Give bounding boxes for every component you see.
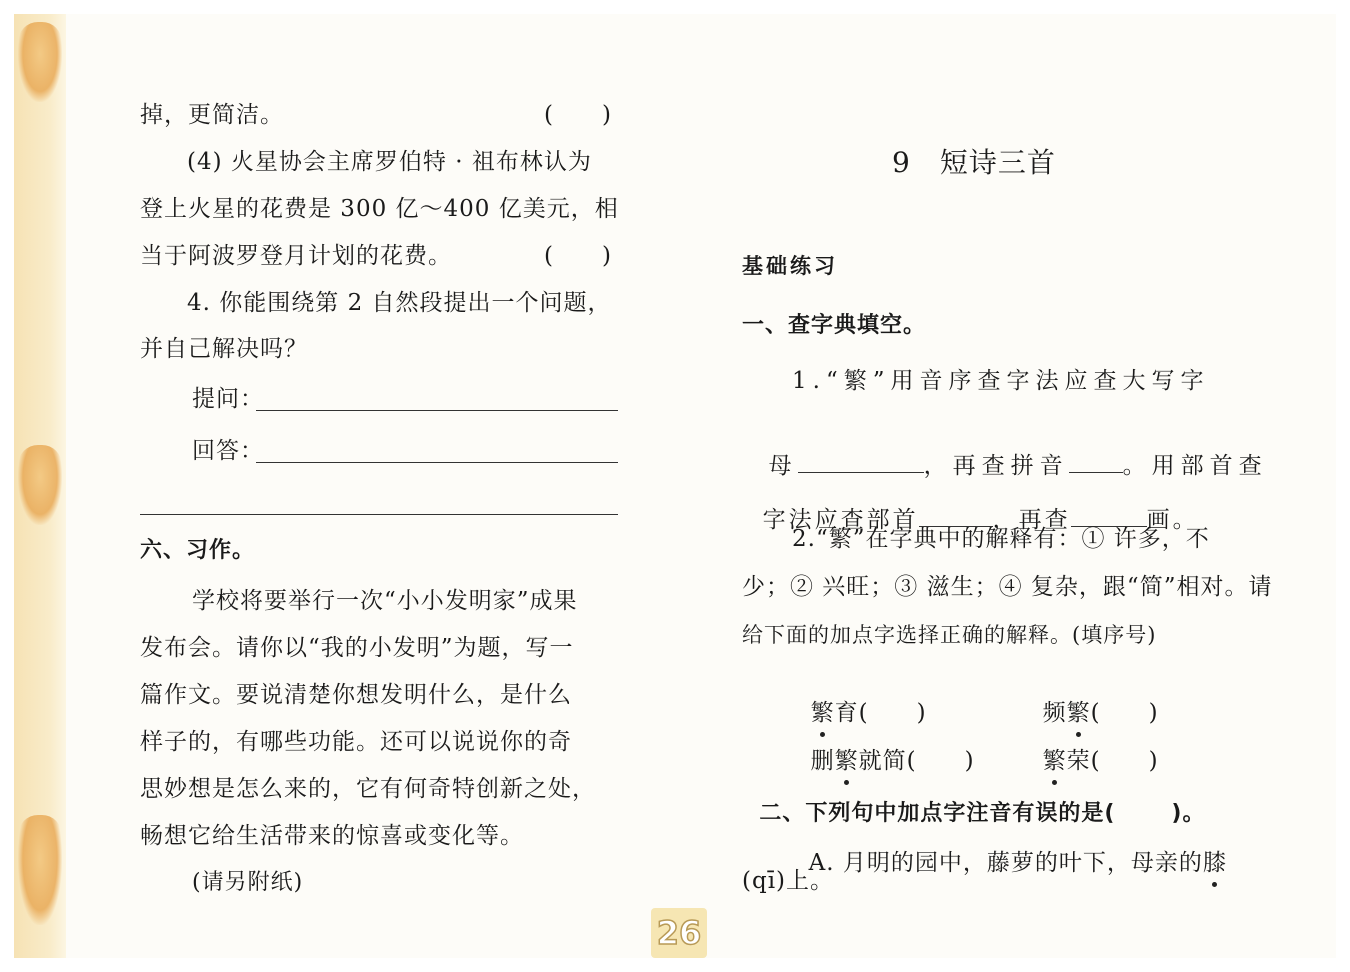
word-fanrong-post: 荣( ) [1066, 748, 1159, 774]
option-a-text: A. 月明的园中，藤萝的叶下，母亲的 [808, 850, 1203, 876]
attach-paper-note: (请另附纸) [192, 870, 304, 895]
essay-line-4: 样子的，有哪些功能。还可以说说你的奇 [140, 729, 572, 755]
left-line-2: (4) 火星协会主席罗伯特 · 祖布林认为 [187, 149, 592, 175]
blank-capital-letter[interactable] [798, 452, 924, 473]
word-fanyu-dotted-char: 繁 [810, 700, 835, 726]
option-a-line-2: (qī)上。 [742, 868, 835, 894]
section-6-heading: 六、习作。 [140, 538, 256, 563]
word-pinfan-post: ( ) [1090, 700, 1159, 726]
essay-line-5: 思妙想是怎么来的，它有何奇特创新之处， [140, 776, 596, 802]
q1-line-3-b: ，再查 [992, 507, 1071, 533]
word-shanfan-pre: 删 [810, 748, 835, 774]
essay-line-6: 畅想它给生活带来的惊喜或变化等。 [140, 823, 524, 849]
section-2-text: 二、下列句中加点字注音有误的是( [759, 801, 1116, 826]
word-fanrong[interactable] [1026, 716, 1159, 776]
left-line-3: 登上火星的花费是 300 亿～400 亿美元，相 [140, 196, 619, 222]
question-4-line-2: 并自己解决吗？ [140, 336, 308, 362]
left-line-4: 当于阿波罗登月计划的花费。 [140, 243, 452, 269]
word-fanrong-dotted-char: 繁 [1042, 748, 1067, 774]
ask-answer-line[interactable] [256, 410, 618, 411]
q2-line-1: 2.“繁”在字典中的解释有：① 许多，不 [792, 526, 1210, 552]
word-pinfan-dotted-char: 繁 [1066, 700, 1091, 726]
word-shanfanjiujian[interactable] [794, 716, 975, 776]
rabbit-mascot-icon [18, 22, 62, 102]
tiger-mascot-icon [18, 815, 62, 925]
q1-line-2-b: ，再查拼音 [923, 453, 1069, 479]
page-number: 26 [651, 908, 707, 958]
section-1-heading: 一、查字典填空。 [742, 313, 927, 338]
essay-line-2: 发布会。请你以“我的小发明”为题，写一 [140, 635, 574, 661]
essay-line-3: 篇作文。要说清楚你想发明什么，是什么 [140, 682, 572, 708]
q1-line-2-c: 。用部首查 [1122, 453, 1268, 479]
left-line-1: 掉，更简洁。 [140, 102, 284, 128]
q1-line-1: 1.“繁”用音序查字法应查大写字 [792, 368, 1210, 394]
ask-label: 提问： [192, 386, 264, 412]
blank-pinyin[interactable] [1069, 452, 1123, 473]
option-a-dotted-char: 膝 [1202, 850, 1227, 876]
answer-label: 回答： [192, 438, 264, 464]
q1-line-3-c: 画。 [1146, 507, 1199, 533]
section-2-close: )。 [1171, 801, 1206, 826]
basic-practice-heading: 基础练习 [742, 254, 838, 278]
answer-paren-1[interactable]: ( ) [544, 102, 612, 128]
answer-line-2[interactable] [140, 514, 618, 515]
q1-line-3-a: 字法应查部首 [762, 507, 919, 533]
word-shanfan-post: 就简( ) [858, 748, 975, 774]
squirrel-mascot-icon [18, 445, 62, 525]
word-fanyu-post: 育( ) [834, 700, 927, 726]
q1-line-2 [742, 421, 1268, 481]
option-a-line-1 [792, 818, 1227, 878]
word-shanfan-dotted-char: 繁 [834, 748, 859, 774]
answer-line-1[interactable] [256, 462, 618, 463]
question-4-line-1: 4. 你能围绕第 2 自然段提出一个问题， [187, 290, 612, 316]
q2-line-3: 给下面的加点字选择正确的解释。(填序号) [742, 623, 1157, 647]
answer-paren-2[interactable]: ( ) [544, 243, 612, 269]
essay-line-1: 学校将要举行一次“小小发明家”成果 [192, 588, 578, 614]
word-pinfan-pre: 频 [1042, 700, 1067, 726]
q1-line-2-a: 母 [768, 453, 798, 479]
lesson-title: 9 短诗三首 [892, 146, 1056, 179]
q2-line-2: 少；② 兴旺；③ 滋生；④ 复杂，跟“简”相对。请 [742, 574, 1273, 600]
